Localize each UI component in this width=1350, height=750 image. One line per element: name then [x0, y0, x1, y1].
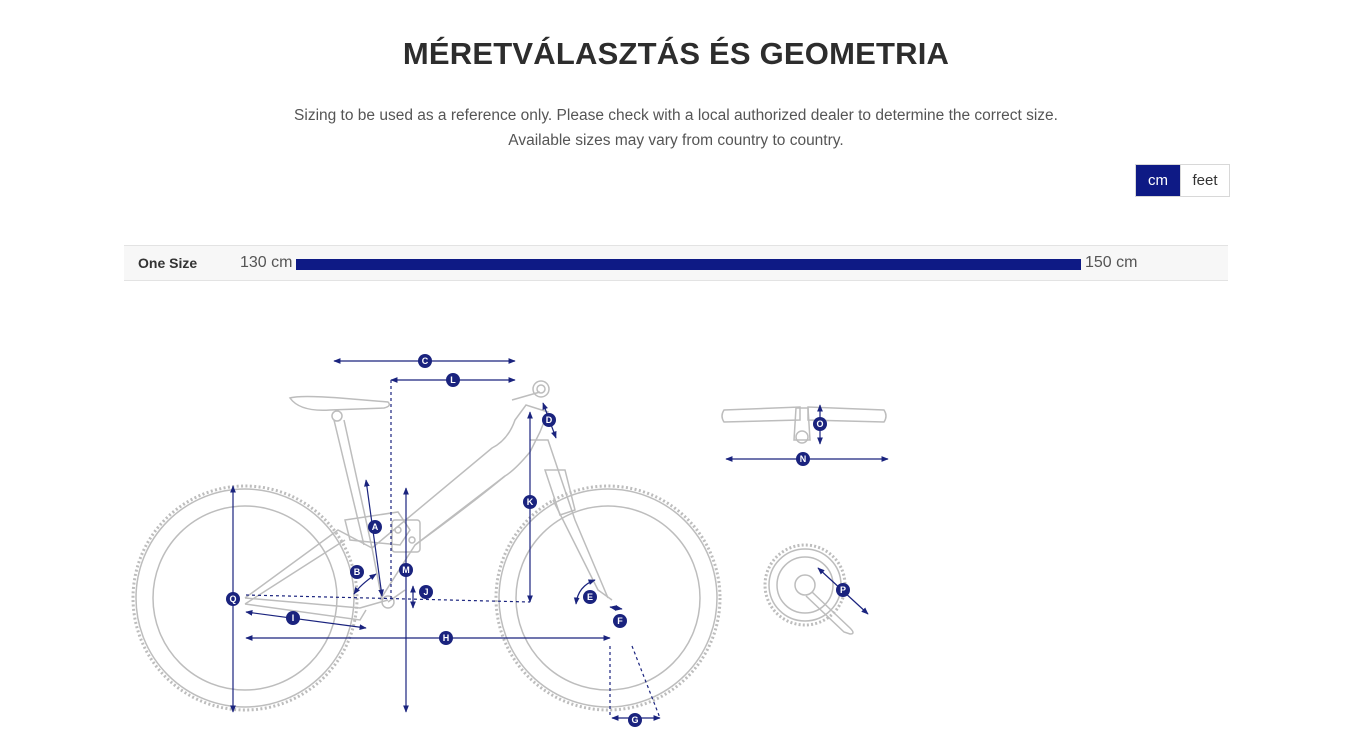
- svg-text:I: I: [291, 613, 295, 623]
- svg-text:Q: Q: [229, 594, 237, 604]
- label-a: [368, 520, 382, 534]
- label-l: [446, 373, 460, 387]
- label-d: [542, 413, 556, 427]
- label-n: [796, 452, 810, 466]
- svg-text:C: C: [421, 356, 429, 366]
- label-m: [399, 563, 413, 577]
- label-f: [613, 614, 627, 628]
- size-min-height: 130 cm: [240, 254, 293, 271]
- label-j: [419, 585, 433, 599]
- label-e: [583, 590, 597, 604]
- label-q: [226, 592, 240, 606]
- svg-text:F: F: [617, 616, 623, 626]
- svg-text:L: L: [450, 375, 456, 385]
- page-title: MÉRETVÁLASZTÁS ÉS GEOMETRIA: [402, 36, 950, 71]
- svg-text:A: A: [371, 522, 379, 532]
- label-i: [286, 611, 300, 625]
- svg-text:M: M: [402, 565, 410, 575]
- bike-illustration: [133, 381, 720, 710]
- svg-text:P: P: [839, 585, 847, 595]
- label-h: [439, 631, 453, 645]
- svg-text:B: B: [353, 567, 361, 577]
- svg-text:D: D: [545, 415, 553, 425]
- fork: [530, 440, 608, 598]
- label-b: [350, 565, 364, 579]
- label-p: [836, 583, 850, 597]
- unit-feet-button[interactable]: feet: [1180, 165, 1229, 196]
- sizing-disclaimer: Sizing to be used as a reference only. Please check with a local authorized dealer to determine the correct size.: [294, 107, 1058, 124]
- availability-note: Available sizes may vary from country to country.: [508, 132, 844, 149]
- label-c: [418, 354, 432, 368]
- label-g: [628, 713, 642, 727]
- saddle: [290, 397, 389, 411]
- label-o: [813, 417, 827, 431]
- svg-text:K: K: [526, 497, 534, 507]
- label-k: [523, 495, 537, 509]
- size-name: One Size: [138, 255, 198, 271]
- unit-cm-button[interactable]: cm: [1136, 165, 1180, 196]
- svg-text:E: E: [586, 592, 594, 602]
- svg-text:H: H: [442, 633, 450, 643]
- svg-text:N: N: [799, 454, 807, 464]
- svg-text:J: J: [423, 587, 429, 597]
- svg-text:O: O: [816, 419, 824, 429]
- handlebar-top-view: [722, 407, 886, 443]
- frame-down: [380, 476, 505, 600]
- svg-text:G: G: [631, 715, 639, 725]
- size-max-height: 150 cm: [1085, 254, 1138, 271]
